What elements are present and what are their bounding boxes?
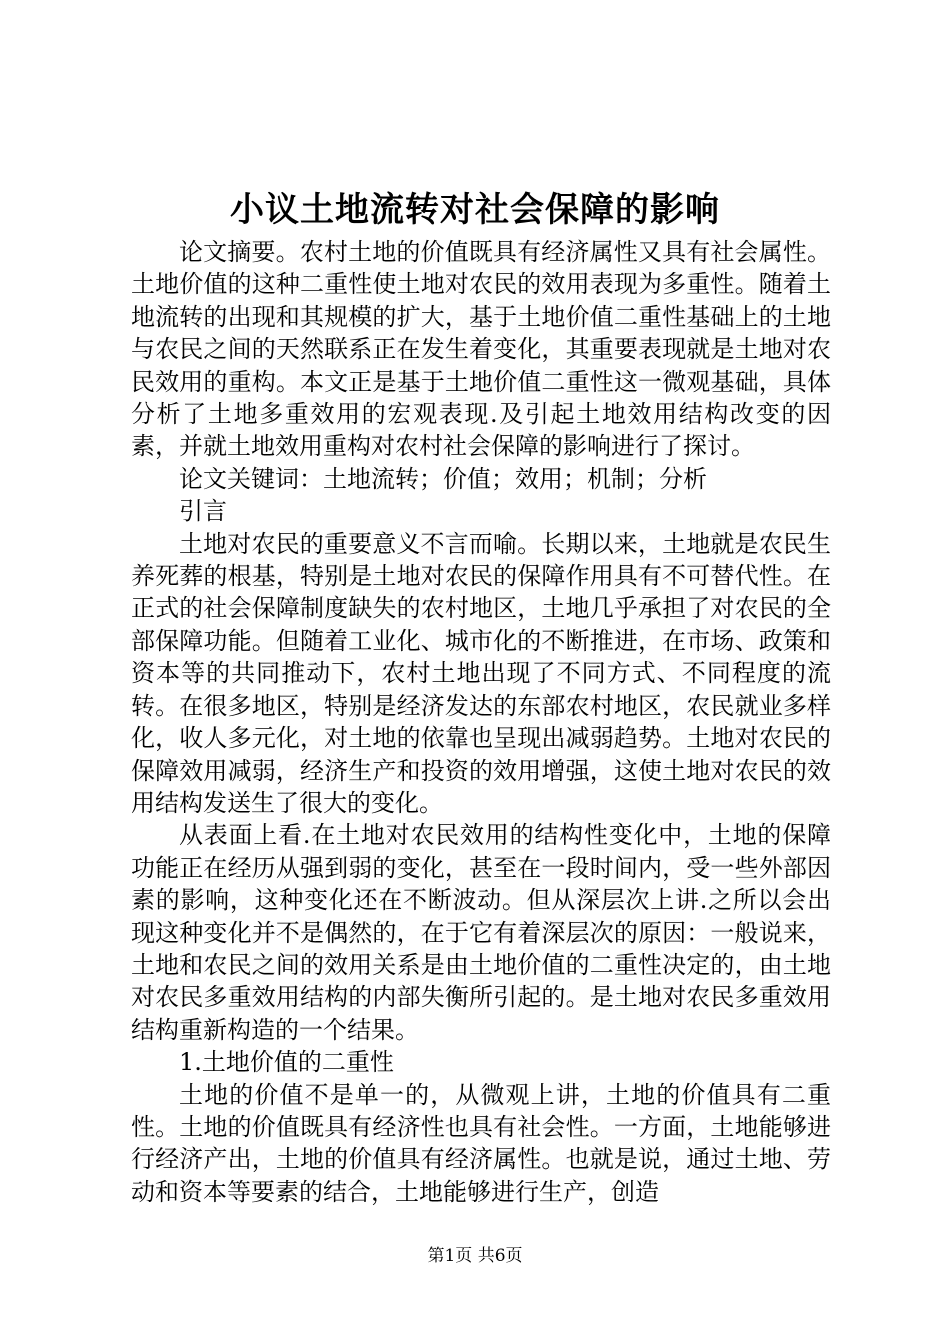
section-heading-introduction: 引言 — [179, 497, 227, 526]
page-number-footer: 第1页 共6页 — [427, 1246, 523, 1266]
document-body — [131, 236, 831, 1208]
body-paragraph: 从表面上看.在土地对农民效用的结构性变化中，土地的保障功能正在经历从强到弱的变化，甚至在一段时间内，受一些外部因素的影响，这种变化还在不断波动。但从深层次上讲.之所以会出现这种变化并不是偶然的，在于它有着深层次的原因：一般说来，土地和农民之间的效用关系是由土地价值的二重性决定的，由土地对农民多重效用结构的内部失衡所引起的。是土地对农民多重效用结构重新构造的一个结果。 — [131, 821, 831, 1044]
abstract-paragraph: 论文摘要。农村土地的价值既具有经济属性又具有社会属性。土地价值的这种二重性使土地对农民的效用表现为多重性。随着土地流转的出现和其规模的扩大，基于土地价值二重性基础上的土地与农民之间的天然联系正在发生着变化，其重要表现就是土地对农民效用的重构。本文正是基于土地价值二重性这一微观基础，具体分析了土地多重效用的宏观表现.及引起土地效用结构改变的因素，并就土地效用重构对农村社会保障的影响进行了探讨。 — [131, 238, 831, 461]
document-title: 小议土地流转对社会保障的影响 — [230, 190, 720, 230]
keywords-paragraph: 论文关键词：土地流转；价值；效用；机制；分析 — [179, 464, 707, 493]
section-heading-1: 1.土地价值的二重性 — [179, 1048, 394, 1077]
body-paragraph: 土地的价值不是单一的，从微观上讲，土地的价值具有二重性。土地的价值既具有经济性也具有社会性。一方面，土地能够进行经济产出，土地的价值具有经济属性。也就是说，通过土地、劳动和资本等要素的结合，土地能够进行生产，创造 — [131, 1080, 831, 1206]
body-paragraph: 土地对农民的重要意义不言而喻。长期以来，土地就是农民生养死葬的根基，特别是土地对农民的保障作用具有不可替代性。在正式的社会保障制度缺失的农村地区，土地几乎承担了对农民的全部保障功能。但随着工业化、城市化的不断推进，在市场、政策和资本等的共同推动下，农村土地出现了不同方式、不同程度的流转。在很多地区，特别是经济发达的东部农村地区，农民就业多样化，收人多元化，对土地的依靠也呈现出减弱趋势。土地对农民的保障效用减弱，经济生产和投资的效用增强，这使土地对农民的效用结构发送生了很大的变化。 — [131, 529, 831, 817]
